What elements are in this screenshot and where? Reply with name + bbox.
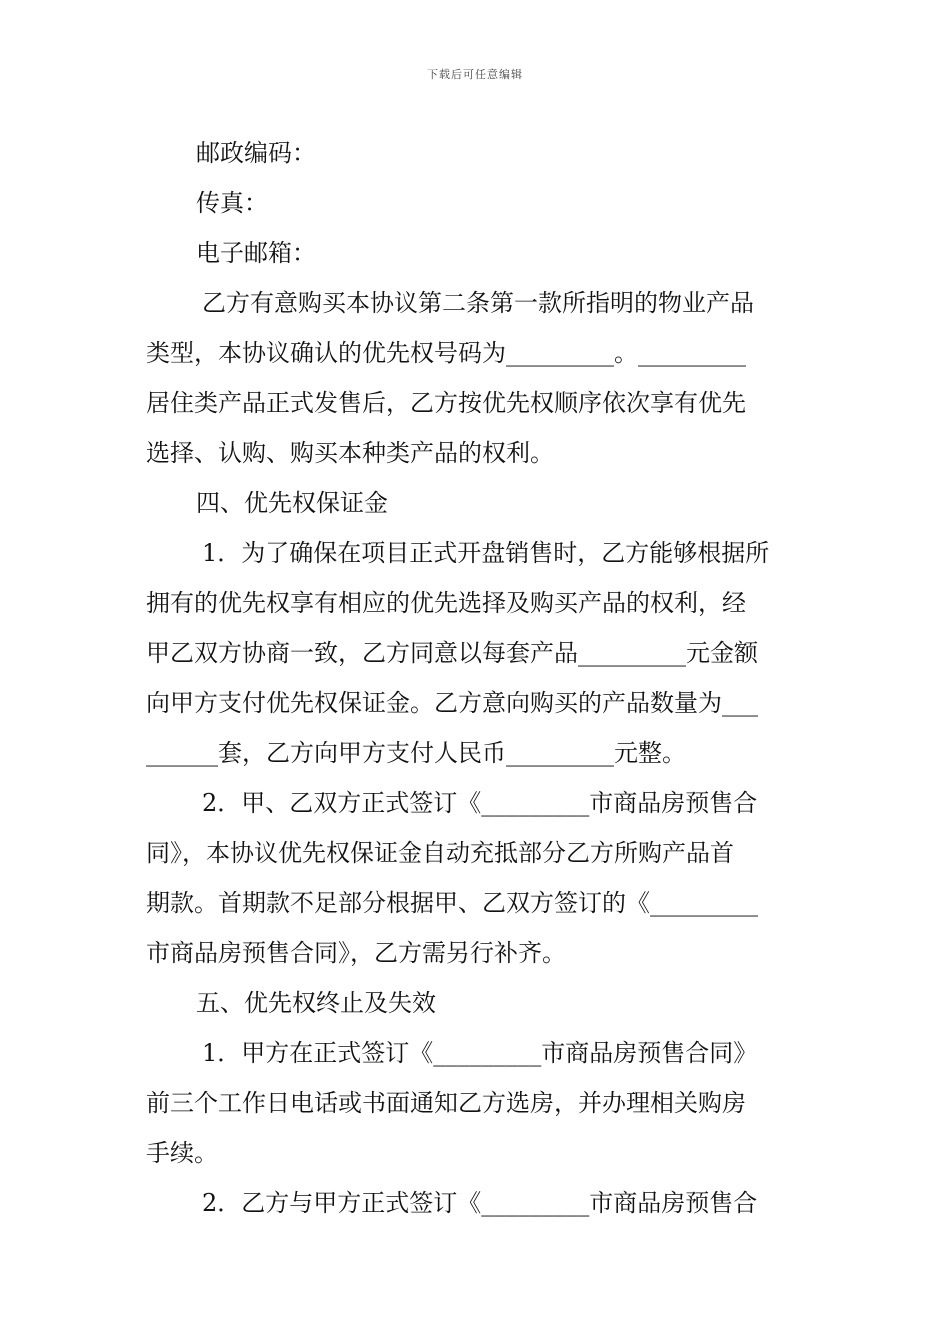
document-line: 1．为了确保在项目正式开盘销售时，乙方能够根据所	[202, 539, 770, 567]
document-line: 居住类产品正式发售后，乙方按优先权顺序依次享有优先	[146, 389, 746, 417]
document-line: 1．甲方在正式签订《_________市商品房预售合同》	[202, 1039, 758, 1067]
document-line: 2．甲、乙双方正式签订《_________市商品房预售合	[202, 789, 758, 817]
document-line: 四、优先权保证金	[196, 489, 388, 517]
document-line: 电子邮箱：	[196, 239, 316, 267]
document-line: 传真：	[196, 189, 268, 217]
document-line: 类型，本协议确认的优先权号码为_________。_________	[146, 339, 746, 367]
document-body	[146, 128, 808, 1228]
document-line: 邮政编码：	[196, 139, 316, 167]
document-line: 甲乙双方协商一致，乙方同意以每套产品_________元金额	[146, 639, 758, 667]
document-line: 五、优先权终止及失效	[196, 989, 436, 1017]
document-line: 市商品房预售合同》，乙方需另行补齐。	[146, 939, 566, 967]
document-line: 选择、认购、购买本种类产品的权利。	[146, 439, 554, 467]
document-line: 2．乙方与甲方正式签订《_________市商品房预售合	[202, 1189, 758, 1217]
document-line: 期款。首期款不足部分根据甲、乙双方签订的《_________	[146, 889, 758, 917]
document-line: ______套，乙方向甲方支付人民币_________元整。	[146, 739, 686, 767]
page-header-note: 下载后可任意编辑	[427, 68, 523, 81]
document-line: 手续。	[146, 1139, 218, 1167]
document-line: 向甲方支付优先权保证金。乙方意向购买的产品数量为___	[146, 689, 758, 717]
document-line: 拥有的优先权享有相应的优先选择及购买产品的权利，经	[146, 589, 746, 617]
document-line: 乙方有意购买本协议第二条第一款所指明的物业产品	[202, 289, 754, 317]
document-line: 同》，本协议优先权保证金自动充抵部分乙方所购产品首	[146, 839, 734, 867]
document-line: 前三个工作日电话或书面通知乙方选房，并办理相关购房	[146, 1089, 746, 1117]
